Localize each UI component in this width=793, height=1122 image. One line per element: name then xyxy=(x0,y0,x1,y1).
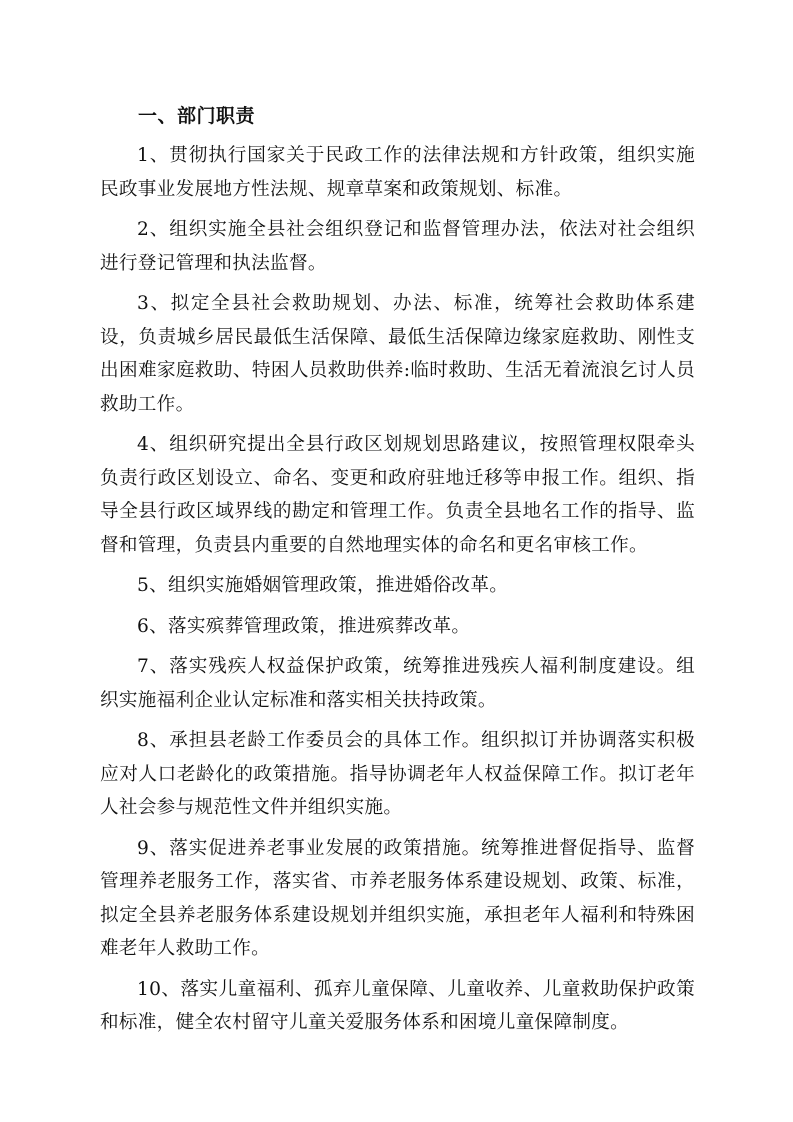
duty-paragraph-7: 7、落实残疾人权益保护政策，统筹推进残疾人福利制度建设。组织实施福利企业认定标准和落实相关扶持政策。 xyxy=(100,656,695,711)
section-title: 一、部门职责 xyxy=(138,105,256,127)
duty-paragraph-4: 4、组织研究提出全县行政区划规划思路建议，按照管理权限牵头负责行政区划设立、命名、变更和政府驻地迁移等申报工作。组织、指导全县行政区域界线的勘定和管理工作。负责全县地名工作的指导、监督和管理，负责县内重要的自然地理实体的命名和更名审核工作。 xyxy=(100,434,695,556)
duty-paragraph-2: 2、组织实施全县社会组织登记和监督管理办法，依法对社会组织进行登记管理和执法监督。 xyxy=(100,219,695,274)
duty-paragraph-5: 5、组织实施婚姻管理政策，推进婚俗改革。 xyxy=(137,575,509,596)
duty-paragraph-10: 10、落实儿童福利、孤弃儿童保障、儿童收养、儿童救助保护政策和标准，健全农村留守儿童关爱服务体系和困境儿童保障制度。 xyxy=(100,978,695,1033)
duty-paragraph-1: 1、贯彻执行国家关于民政工作的法律法规和方针政策，组织实施民政事业发展地方性法规、规章草案和政策规划、标准。 xyxy=(100,145,695,200)
duties-list xyxy=(100,139,695,1047)
duty-paragraph-6: 6、落实殡葬管理政策，推进殡葬改革。 xyxy=(137,615,471,637)
duty-paragraph-8: 8、承担县老龄工作委员会的具体工作。组织拟订并协调落实积极应对人口老龄化的政策措施。指导协调老年人权益保障工作。拟订老年人社会参与规范性文件并组织实施。 xyxy=(100,730,695,818)
duty-paragraph-9: 9、落实促进养老事业发展的政策措施。统筹推进督促指导、监督管理养老服务工作，落实省、市养老服务体系建设规划、政策、标准，拟定全县养老服务体系建设规划并组织实施，承担老年人福利和特殊困难老年人救助工作。 xyxy=(100,837,695,959)
duty-paragraph-3: 3、拟定全县社会救助规划、办法、标准，统筹社会救助体系建设，负责城乡居民最低生活保障、最低生活保障边缘家庭救助、刚性支出困难家庭救助、特困人员救助供养:临时救助、生活无着流浪乞讨人员救助工作。 xyxy=(100,293,695,415)
